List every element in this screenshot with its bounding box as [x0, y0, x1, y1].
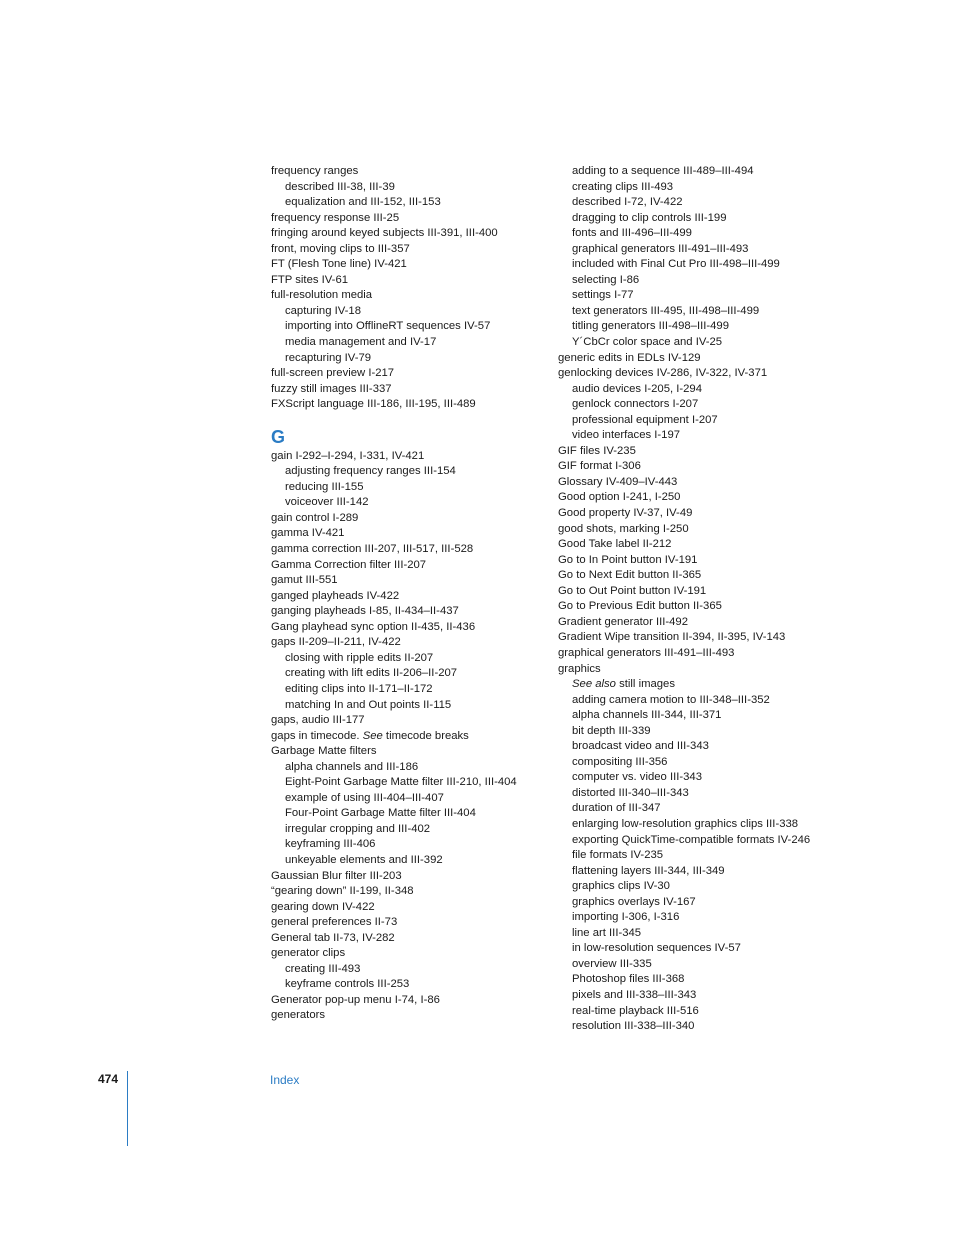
index-subentry: professional equipment I-207	[572, 413, 718, 426]
index-entry: Generator pop-up menu I-74, I-86	[271, 993, 440, 1006]
index-subentry: equalization and III-152, III-153	[285, 196, 441, 209]
index-subentry: graphics overlays IV-167	[572, 895, 696, 908]
index-entry: gamut III-551	[271, 574, 338, 587]
index-subentry: importing I-306, I-316	[572, 911, 680, 924]
footer-section-label: Index	[270, 1073, 300, 1087]
index-entry: Good property IV-37, IV-49	[558, 507, 693, 520]
index-subentry: capturing IV-18	[285, 304, 361, 317]
index-subentry: titling generators III-498–III-499	[572, 320, 729, 333]
index-subentry: recapturing IV-79	[285, 351, 372, 364]
index-entry: GIF files IV-235	[558, 444, 636, 457]
index-entry: Gradient Wipe transition II-394, II-395, IV-143	[558, 631, 786, 644]
index-subentry: exporting QuickTime-compatible formats IV-246	[572, 833, 811, 846]
index-subentry: included with Final Cut Pro III-498–III-499	[572, 258, 780, 271]
index-entry: Glossary IV-409–IV-443	[558, 475, 678, 488]
index-entry: ganging playheads I-85, II-434–II-437	[271, 605, 459, 618]
index-subentry: voiceover III-142	[285, 496, 369, 509]
index-subentry: Eight-Point Garbage Matte filter III-210, III-404	[285, 776, 517, 789]
index-subentry: media management and IV-17	[285, 336, 437, 349]
index-entry: generic edits in EDLs IV-129	[558, 351, 701, 364]
index-subentry: Photoshop files III-368	[572, 973, 685, 986]
cross-reference-label: See	[362, 729, 383, 742]
index-entry: fringing around keyed subjects III-391, III-400	[271, 227, 498, 240]
index-subentry: alpha channels III-344, III-371	[572, 709, 722, 722]
index-entry: Gamma Correction filter III-207	[271, 558, 427, 571]
index-subentry: fonts and III-496–III-499	[572, 227, 692, 240]
index-entry: gearing down IV-422	[271, 900, 375, 913]
index-subentry: alpha channels and III-186	[285, 760, 419, 773]
index-subentry: enlarging low-resolution graphics clips III-338	[572, 817, 799, 830]
index-letter-heading: G	[271, 426, 286, 447]
index-subentry: creating clips III-493	[572, 180, 674, 193]
index-subentry: importing into OfflineRT sequences IV-57	[285, 320, 491, 333]
index-subentry: resolution III-338–III-340	[572, 1020, 695, 1033]
index-entry: front, moving clips to III-357	[271, 242, 410, 255]
index-entry: fuzzy still images III-337	[271, 382, 392, 395]
index-entry: frequency response III-25	[271, 211, 400, 224]
index-entry: Go to Next Edit button II-365	[558, 569, 702, 582]
index-column-right	[558, 164, 843, 1035]
index-subentry	[558, 677, 843, 693]
cross-reference-target: still images	[615, 678, 675, 691]
index-subentry: adjusting frequency ranges III-154	[285, 465, 456, 478]
index-entry: full-screen preview I-217	[271, 367, 395, 380]
index-subentry: graphical generators III-491–III-493	[572, 242, 749, 255]
index-entry: gamma IV-421	[271, 527, 345, 540]
index-subentry: video interfaces I-197	[572, 429, 681, 442]
index-subentry: bit depth III-339	[572, 724, 651, 737]
index-entry: general preferences II-73	[271, 916, 398, 929]
index-subentry: overview III-335	[572, 957, 652, 970]
index-entry	[271, 729, 556, 745]
index-entry: graphical generators III-491–III-493	[558, 646, 735, 659]
index-subentry: settings I-77	[572, 289, 634, 302]
index-subentry: editing clips into II-171–II-172	[285, 682, 433, 695]
index-entry: Gradient generator III-492	[558, 615, 688, 628]
index-subentry: Four-Point Garbage Matte filter III-404	[285, 807, 476, 820]
index-entry: graphics	[558, 662, 601, 675]
index-subentry: unkeyable elements and III-392	[285, 853, 443, 866]
index-entry: good shots, marking I-250	[558, 522, 689, 535]
index-entry: ganged playheads IV-422	[271, 589, 400, 602]
cross-reference-label: See also	[572, 678, 616, 691]
entry-text: gaps in timecode.	[271, 729, 363, 742]
index-column-left	[271, 164, 556, 1024]
index-entry: gaps II-209–II-211, IV-422	[271, 636, 401, 649]
index-subentry: distorted III-340–III-343	[572, 786, 689, 799]
index-entry: Go to Previous Edit button II-365	[558, 600, 722, 613]
index-entry: gaps, audio III-177	[271, 714, 365, 727]
index-subentry: compositing III-356	[572, 755, 668, 768]
page-number: 474	[98, 1072, 119, 1086]
index-subentry: Y´CbCr color space and IV-25	[572, 336, 723, 349]
index-subentry: graphics clips IV-30	[572, 880, 670, 893]
index-subentry: adding to a sequence III-489–III-494	[572, 165, 754, 177]
index-subentry: duration of III-347	[572, 802, 661, 815]
index-subentry: example of using III-404–III-407	[285, 791, 444, 804]
index-entry: Go to Out Point button IV-191	[558, 584, 707, 597]
index-entry: frequency ranges	[271, 165, 359, 177]
index-subentry: matching In and Out points II-115	[285, 698, 452, 711]
index-entry: full-resolution media	[271, 289, 373, 302]
index-subentry: closing with ripple edits II-207	[285, 651, 434, 664]
index-entry: gamma correction III-207, III-517, III-528	[271, 543, 474, 556]
index-entry: Gang playhead sync option II-435, II-436	[271, 620, 476, 633]
index-subentry: text generators III-495, III-498–III-499	[572, 304, 760, 317]
index-entry: Go to In Point button IV-191	[558, 553, 698, 566]
index-subentry: real-time playback III-516	[572, 1004, 699, 1017]
index-entry: General tab II-73, IV-282	[271, 931, 395, 944]
index-entry: generator clips	[271, 947, 346, 960]
index-subentry: keyframing III-406	[285, 838, 376, 851]
index-entry: FTP sites IV-61	[271, 273, 349, 286]
index-entry: FXScript language III-186, III-195, III-489	[271, 398, 476, 411]
index-subentry: computer vs. video III-343	[572, 771, 702, 784]
index-subentry: reducing III-155	[285, 480, 364, 493]
cross-reference-target: timecode breaks	[382, 729, 469, 742]
index-subentry: keyframe controls III-253	[285, 978, 410, 991]
index-entry: Good Take label II-212	[558, 538, 672, 551]
index-entry: genlocking devices IV-286, IV-322, IV-371	[558, 367, 768, 380]
index-subentry: in low-resolution sequences IV-57	[572, 942, 741, 955]
index-entry: FT (Flesh Tone line) IV-421	[271, 258, 407, 271]
index-entry: Garbage Matte filters	[271, 745, 377, 758]
index-entry: Gaussian Blur filter III-203	[271, 869, 402, 882]
index-entry: generators	[271, 1009, 326, 1022]
index-entry: Good option I-241, I-250	[558, 491, 681, 504]
index-subentry: dragging to clip controls III-199	[572, 211, 727, 224]
index-subentry: irregular cropping and III-402	[285, 822, 431, 835]
index-entry: gain control I-289	[271, 511, 359, 524]
index-entry: GIF format I-306	[558, 460, 641, 473]
index-subentry: line art III-345	[572, 926, 642, 939]
index-subentry: creating with lift edits II-206–II-207	[285, 667, 458, 680]
index-entry: “gearing down” II-199, II-348	[271, 885, 414, 898]
index-subentry: flattening layers III-344, III-349	[572, 864, 725, 877]
index-subentry: selecting I-86	[572, 273, 640, 286]
index-subentry: adding camera motion to III-348–III-352	[572, 693, 770, 706]
index-subentry: audio devices I-205, I-294	[572, 382, 702, 395]
index-subentry: file formats IV-235	[572, 849, 664, 862]
index-subentry: genlock connectors I-207	[572, 398, 699, 411]
index-subentry: pixels and III-338–III-343	[572, 988, 697, 1001]
footer-divider	[127, 1071, 128, 1146]
index-subentry: creating III-493	[285, 962, 361, 975]
index-subentry: described III-38, III-39	[285, 180, 395, 193]
index-subentry: broadcast video and III-343	[572, 740, 709, 753]
index-subentry: described I-72, IV-422	[572, 196, 683, 209]
index-entry: gain I-292–I-294, I-331, IV-421	[271, 449, 425, 462]
